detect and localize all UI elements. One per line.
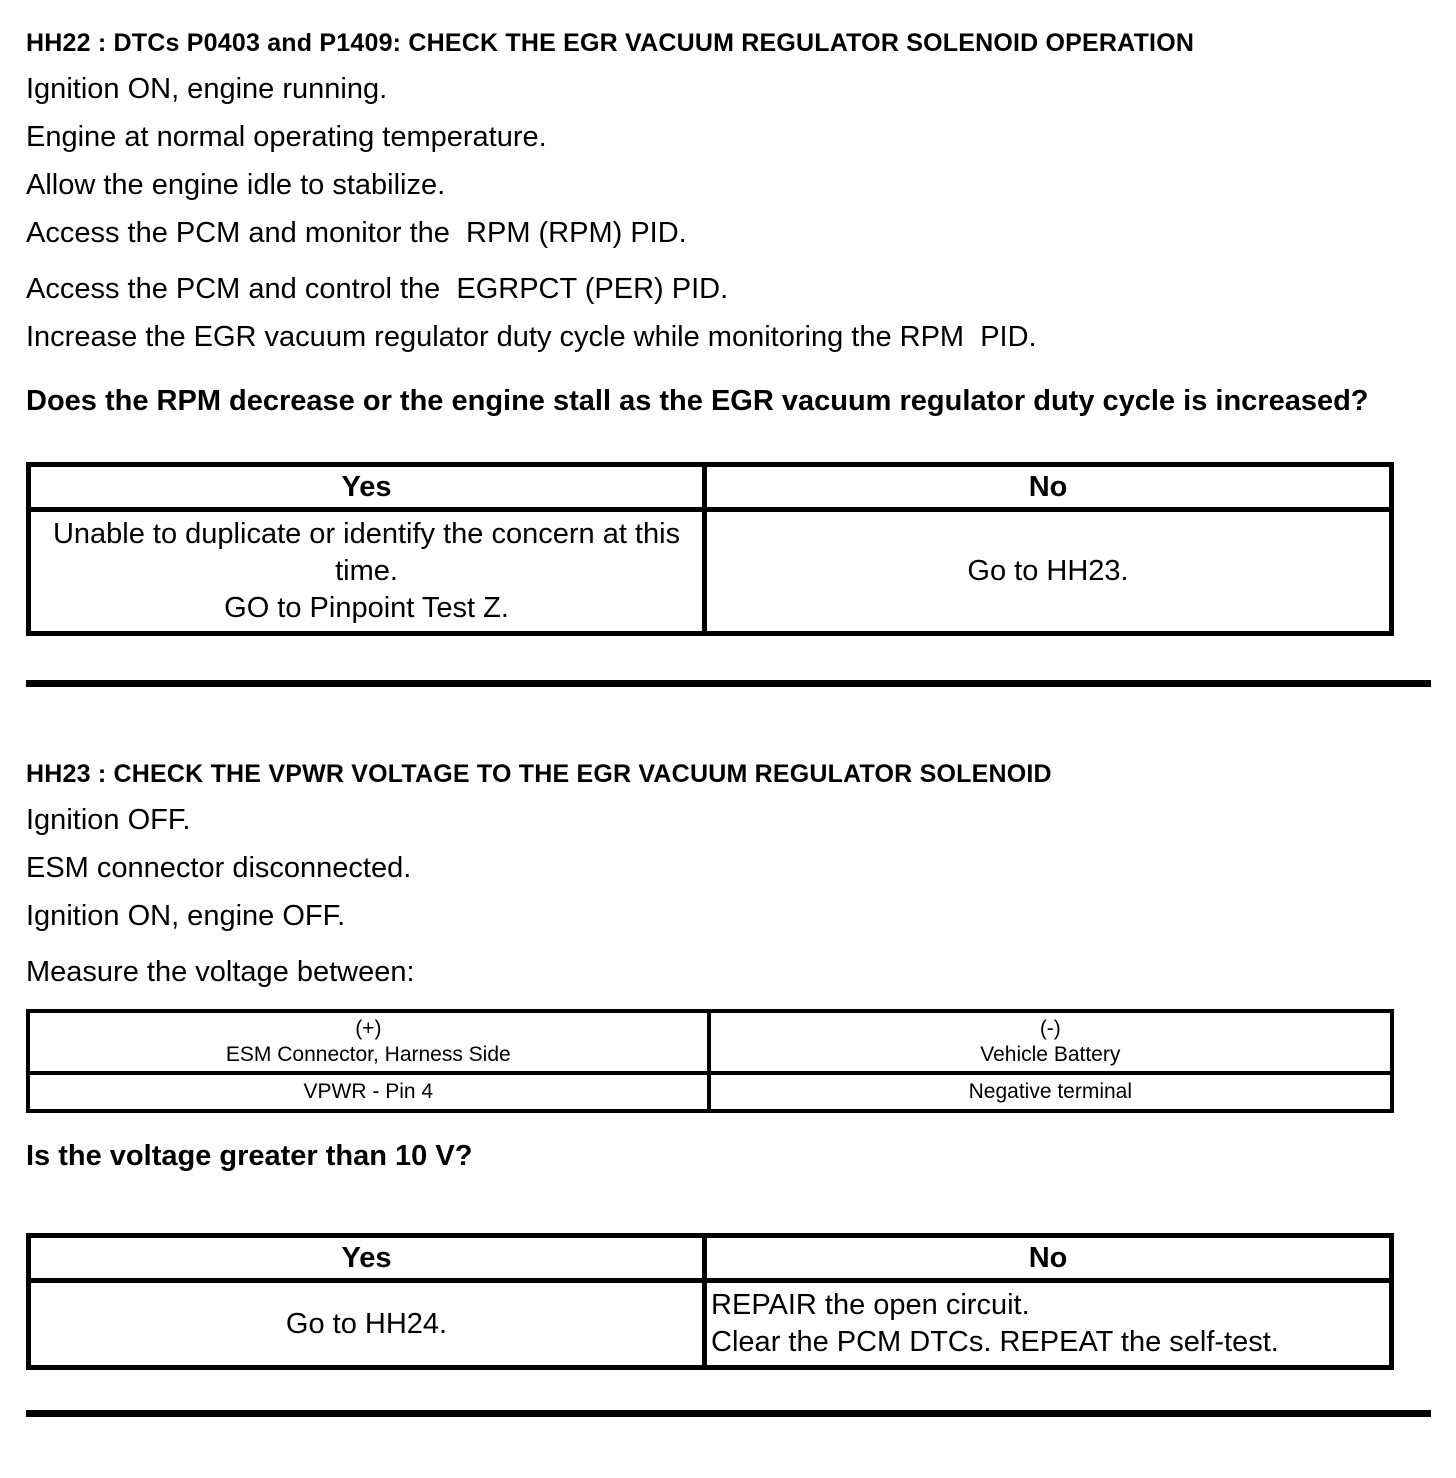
section-divider bbox=[26, 1410, 1431, 1417]
positive-location: ESM Connector, Harness Side bbox=[225, 1043, 511, 1066]
table-row bbox=[29, 510, 1392, 634]
hh23-step-4: Measure the voltage between: bbox=[26, 956, 415, 988]
hh22-yes-action-line-1: Unable to duplicate or identify the concern at this time. bbox=[52, 518, 681, 587]
section-divider bbox=[26, 680, 1431, 687]
hh23-question: Is the voltage greater than 10 V? bbox=[26, 1140, 473, 1172]
positive-sign: (+) bbox=[355, 1017, 382, 1040]
hh23-yes-header: Yes bbox=[29, 1236, 705, 1281]
negative-point-cell: Negative terminal bbox=[709, 1073, 1392, 1111]
positive-lead-cell bbox=[28, 1011, 709, 1073]
hh22-decision-table bbox=[26, 462, 1394, 636]
measurement-point-row bbox=[28, 1073, 1392, 1111]
hh23-yes-action-cell bbox=[29, 1281, 705, 1368]
table-row bbox=[29, 1281, 1392, 1368]
hh22-yes-action-cell bbox=[29, 510, 705, 634]
hh23-no-action-line-2: Clear the PCM DTCs. REPEAT the self-test. bbox=[711, 1326, 1279, 1358]
hh23-step-3: Ignition ON, engine OFF. bbox=[26, 900, 346, 932]
hh23-step-2: ESM connector disconnected. bbox=[26, 852, 412, 884]
hh23-decision-table bbox=[26, 1233, 1394, 1370]
hh22-section-title: HH22 : DTCs P0403 and P1409: CHECK THE EGR VACUUM REGULATOR SOLENOID OPERATION bbox=[26, 29, 1195, 57]
hh22-yes-action-line-2: GO to Pinpoint Test Z. bbox=[224, 592, 509, 624]
hh22-yes-header: Yes bbox=[29, 465, 705, 510]
hh22-step-6: Increase the EGR vacuum regulator duty cycle while monitoring the RPM PID. bbox=[26, 321, 1037, 353]
positive-point-cell: VPWR - Pin 4 bbox=[28, 1073, 709, 1111]
hh23-section-title: HH23 : CHECK THE VPWR VOLTAGE TO THE EGR VACUUM REGULATOR SOLENOID bbox=[26, 760, 1052, 788]
hh22-step-4: Access the PCM and monitor the RPM (RPM) PID. bbox=[26, 217, 687, 249]
hh22-no-action-cell bbox=[705, 510, 1392, 634]
hh22-no-action-line-1: Go to HH23. bbox=[967, 555, 1129, 587]
table-header-row bbox=[29, 1236, 1392, 1281]
section-hh23 bbox=[26, 759, 1430, 1370]
table-header-row bbox=[29, 465, 1392, 510]
hh23-no-action-cell bbox=[705, 1281, 1392, 1368]
section-hh22 bbox=[26, 28, 1430, 636]
negative-location: Vehicle Battery bbox=[980, 1043, 1121, 1066]
negative-sign: (-) bbox=[1039, 1017, 1061, 1040]
hh23-no-header: No bbox=[705, 1236, 1392, 1281]
hh22-step-5: Access the PCM and control the EGRPCT (PER) PID. bbox=[26, 273, 729, 305]
hh22-no-header: No bbox=[705, 465, 1392, 510]
hh23-yes-action-line-1: Go to HH24. bbox=[285, 1307, 448, 1340]
hh22-question: Does the RPM decrease or the engine stall as the EGR vacuum regulator duty cycle is increased? bbox=[26, 385, 1369, 417]
hh22-step-2: Engine at normal operating temperature. bbox=[26, 121, 547, 153]
measurement-header-row bbox=[28, 1011, 1392, 1073]
hh22-step-1: Ignition ON, engine running. bbox=[26, 73, 388, 105]
hh23-step-1: Ignition OFF. bbox=[26, 804, 191, 836]
hh23-measurement-table bbox=[26, 1009, 1394, 1113]
negative-lead-cell bbox=[709, 1011, 1392, 1073]
hh22-step-3: Allow the engine idle to stabilize. bbox=[26, 169, 446, 201]
hh23-no-action-line-1: REPAIR the open circuit. bbox=[711, 1289, 1030, 1321]
